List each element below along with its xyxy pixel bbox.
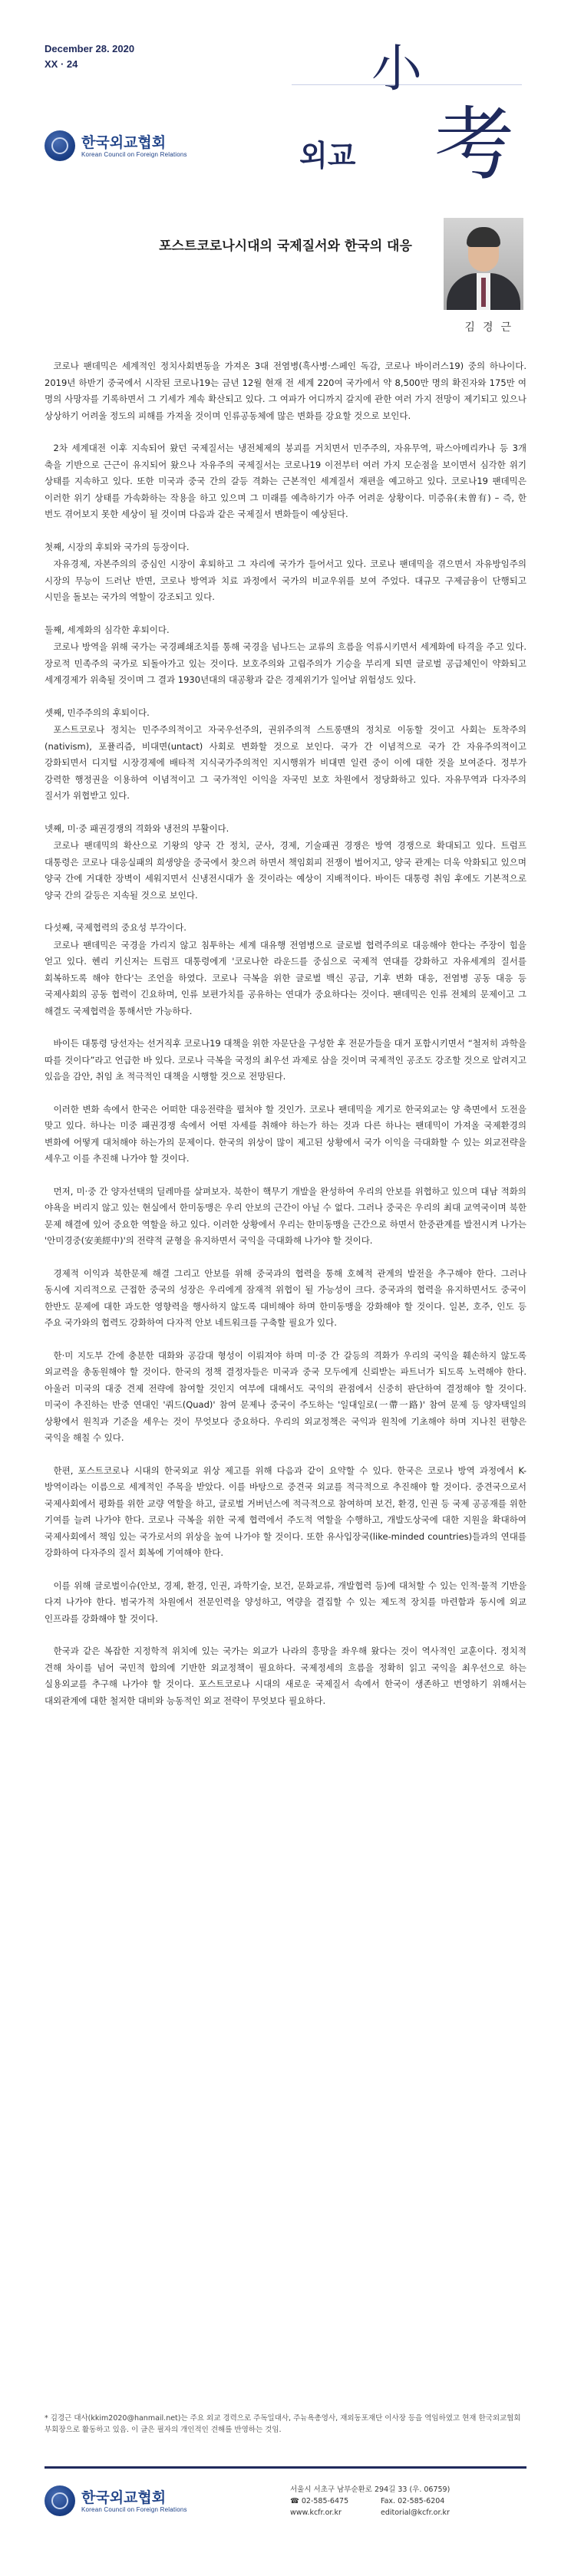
section-heading: 넷째, 미·중 패권경쟁의 격화와 냉전의 부활이다. [45, 822, 229, 834]
issue-number: XX · 24 [45, 58, 78, 70]
masthead-go: 考 [434, 97, 515, 191]
kcfr-logo-text [81, 134, 187, 158]
author-name: 김경근 [464, 321, 519, 334]
kcfr-name-en: Korean Council on Foreign Relations [81, 150, 187, 158]
section-block [45, 821, 526, 904]
body-paragraph: 이러한 변화 속에서 한국은 어떠한 대응전략을 펼쳐야 할 것인가. 코로나 팬데믹을 계기로 한국외교는 양 축면에서 도전을 맞고 있다. 하나는 미중 패권경쟁 속에서 어떤 자세를 취해야 하는가 하는 것과 다른 하나는 팬데믹이 가져올 국제환경의 변화에 어떻게 대처해야 하는가의 문제이다. 한국의 위상이 많이 제고된 상황에서 국가 이익을 극대화할 수 있는 외교전략을 세우고 이를 추진해 나가야 할 것이다. [45, 1103, 526, 1164]
section-paragraph: 코로나 팬데믹의 확산으로 기왕의 양국 간 정치, 군사, 경제, 기술패권 경쟁은 방역 경쟁으로 확대되고 있다. 트럼프 대통령은 코로나 대응실패의 희생양을 중국에서 찾으려 하면서 책임회피 전쟁이 벌어지고, 양국 관계는 더욱 악화되고 있으며 양국 간에 거대한 장벽이 세워지면서 신냉전시대가 올 것이라는 예상이 지배적이다. 바이든 대통령 취임 후에도 기본적으로 양국 간의 갈등은 지속될 것으로 보인다. [45, 840, 526, 901]
article-title: 포스트코로나시대의 국제질서와 한국의 대응 [159, 239, 412, 254]
contact-email[interactable]: editorial@kcfr.or.kr [381, 2508, 450, 2517]
body-paragraph: 한편, 포스트코로나 시대의 한국외교 위상 제고를 위해 다음과 같이 요약할 수 있다. 한국은 코로나 방역 과정에서 K-방역이라는 이름으로 세계적인 주목을 받았다. 이를 바탕으로 중견국 외교를 적극적으로 추진해야 할 것이다. 중견국으로서 국제사회에서 평화를 위한 교량 역할을 하고, 글로벌 거버넌스에 적극적으로 참여하며 보건, 환경, 인권 등 국제 공공재를 위한 기여를 늘려 나가야 한다. 코로나 극복을 위한 국제 협력에서 주도적 역할을 수행하고, 개발도상국에 대한 지원을 확대하여 국제사회에서 책임 있는 국가로서의 위상을 높여 나가야 할 것이다. 또한 유사입장국(like-minded countries)들과의 연대를 강화하여 다자주의 질서 회복에 기여해야 한다. [45, 1464, 526, 1558]
contact-fax: Fax. 02-585-6204 [381, 2497, 445, 2505]
publication-masthead [292, 23, 522, 191]
body-paragraph: 바이든 대통령 당선자는 선거직후 코로나19 대책을 위한 자문단을 구성한 후 전문가들을 대거 포함시키면서 “철저히 과학을 따를 것이다”라고 언급한 바 있다. 코로나 극복을 국정의 최우선 과제로 삼을 것이며 국제적인 공조도 강조할 것으로 알려지고 있음을 감안, 취임 초 적극적인 대책을 시행할 것으로 전망된다. [45, 1038, 526, 1082]
section-block [45, 920, 526, 1020]
section-paragraph: 코로나 팬데믹은 국경을 가리지 않고 침투하는 세계 대유행 전염병으로 글로벌 협력주의로 대응해야 한다는 주장이 힘을 얻고 있다. 헨리 키신저는 트럼프 대통령에게 '코로나한 라운드를 중심으로 국제적 연대를 강화하고 자유세계의 질서를 회복하도록 해야 한다'는 조언을 하였다. 코로나 극복을 위한 글로벌 백신 공급, 기후 변화 대응, 전염병 공동 대응 등 국제사회의 공동 협력이 긴요하며, 인류 보편가치를 공유하는 연대가 중요하다는 것이다. 팬데믹은 인류 전체의 문제이고 그 해결도 국제협력을 통해서만 가능하다. [45, 939, 526, 1016]
section-heading: 셋째, 민주주의의 후퇴이다. [45, 707, 150, 718]
contact-address: 서울시 서초구 남부순환로 294길 33 (우. 06759) [290, 2485, 451, 2494]
article-body [45, 358, 526, 1725]
section-heading: 둘째, 세계화의 심각한 후퇴이다. [45, 624, 170, 635]
contact-website[interactable]: www.kcfr.or.kr [290, 2508, 342, 2517]
contact-web-row [290, 2507, 450, 2518]
section-heading: 다섯째, 국제협력의 중요성 부각이다. [45, 922, 186, 933]
section-block [45, 622, 526, 689]
contact-info [290, 2484, 450, 2518]
kcfr-emblem-icon [45, 2485, 75, 2516]
section-block [45, 539, 526, 606]
kcfr-logo [45, 130, 187, 161]
contact-tel: ☎ 02-585-6475 [290, 2497, 349, 2505]
masthead-waegyo: 외교 [299, 139, 356, 173]
section-heading: 첫째, 시장의 후퇴와 국가의 등장이다. [45, 541, 190, 552]
body-paragraph: 이를 위해 글로벌이슈(안보, 경제, 환경, 인권, 과학기술, 보건, 문화교류, 개발협력 등)에 대처할 수 있는 인적·물적 기반을 다져 나가야 한다. 범국가적 차원에서 전문인력을 양성하고, 역량을 결집할 수 있는 제도적 장치를 마련함과 동시에 외교 인프라를 강화해야 할 것이다. [45, 1580, 526, 1624]
author-photo [444, 218, 523, 310]
body-paragraph: 한·미 지도부 간에 충분한 대화와 공감대 형성이 이뤄져야 하며 미·중 간 갈등의 격화가 우리의 국익을 훼손하지 않도록 외교력을 총동원해야 할 것이다. 한국의 정책 결정자들은 미국과 중국 모두에게 신뢰받는 파트너가 되도록 노력해야 한다. 아울러 미국의 대중 견제 전략에 참여할 것인지 여부에 대해서도 국익의 관점에서 신중히 판단하여 결정해야 할 것이다. 미국이 추진하는 반중 연대인 '쿼드(Quad)' 참여 문제나 중국이 주도하는 '일대일로(一帶一路)' 참여 문제 등 양자택일의 상황에서 원칙과 기준을 세우는 것이 무엇보다 중요하다. 우리의 외교정책은 국익과 원칙에 기초해야 하며 지나친 편향은 국익을 해칠 수 있다. [45, 1349, 526, 1443]
footer-name-ko: 한국외교협회 [81, 2489, 167, 2506]
body-paragraph: 한국과 같은 복잡한 지정학적 위치에 있는 국가는 외교가 나라의 흥망을 좌우해 왔다는 것이 역사적인 교훈이다. 정치적 견해 차이를 넘어 국민적 합의에 기반한 외교정책이 필요하다. 국제정세의 흐름을 정확히 읽고 국익을 최우선으로 하는 실용외교를 추구해 나가야 할 것이다. 포스트코로나 시대의 새로운 국제질서 속에서 한국이 생존하고 번영하기 위해서는 대외관계에 대한 철저한 대비와 능동적인 외교 전략이 무엇보다 필요하다. [45, 1645, 526, 1706]
section-paragraph: 포스트코로나 정치는 민주주의적이고 자국우선주의, 권위주의적 스트롱맨의 정치로 이동할 것이고 사회는 토착주의(nativism), 포퓰리즘, 비대면(untact) 사회로 변화할 것으로 보인다. 국가 간 이념적으로 국가 간 자유주의적이고 강화되면서 디지털 시장경제에 배타적 지식국가주의적인 지시행위가 비대면 일련 중이 이에 대한 것을 보여준다. 정부가 강력한 행정권을 이용하여 이념적이고 그 국가적인 이익을 자국민 보호 차원에서 정당화하고 있다. 자유무역과 다자주의 질서가 위협받고 있다. [45, 724, 526, 801]
body-paragraph: 경제적 이익과 북한문제 해결 그리고 안보를 위해 중국과의 협력을 통해 호혜적 관계의 발전을 추구해야 한다. 그러나 동시에 지리적으로 근접한 중국의 성장은 우리에게 잠재적 위협이 될 가능성이 크다. 중국과의 협력을 유지하면서도 중국이 한반도 문제에 대한 과도한 영향력을 행사하지 않도록 대비해야 하며 한미동맹을 강화해야 할 것이다. 일본, 호주, 인도 등 주요 국가와의 협력도 강화하여 다자적 안보 네트워크를 구축할 필요가 있다. [45, 1267, 526, 1328]
kcfr-name-ko: 한국외교협회 [81, 133, 167, 151]
intro-paragraph: 코로나 팬데믹은 세계적인 정치사회변동을 가져온 3대 전염병(흑사병·스페인 독감, 코로나 바이러스19) 중의 하나이다. 2019년 하반기 중국에서 시작된 코로나19는 금년 12월 현재 전 세계 220여 국가에서 약 8,500만 명의 확진자와 175만 여 명의 사망자를 기록하면서 그 기세가 계속 확산되고 있다. 그 여파가 어디까지 갈지에 관한 여러 가지 전망이 제기되고 있으나 상상하기 어려울 정도의 피해를 가져올 것이며 인류공동체에 많은 변화를 강요할 것으로 보인다. [45, 361, 526, 421]
footer-divider [45, 2466, 526, 2469]
body-paragraph: 먼저, 미·중 간 양자선택의 딜레마를 살펴보자. 북한이 핵무기 개발을 완성하여 우리의 안보를 위협하고 있으며 대남 적화의 야욕을 버리지 않고 있는 현실에서 한미동맹은 우리 안보의 근간이 아닐 수 없다. 그러나 중국은 우리의 최대 교역국이며 북한 문제 해결에 있어 중요한 역할을 하고 있다. 이러한 상황에서 우리는 한미동맹을 근간으로 하면서 한중관계를 발전시켜 나가는 '안미경중(安美經中)'의 전략적 균형을 유지하면서 국익을 극대화해 나가야 할 것이다. [45, 1185, 526, 1246]
kcfr-emblem-icon [45, 130, 75, 161]
contact-phone-row [290, 2495, 450, 2507]
section-paragraph: 자유경제, 자본주의의 중심인 시장이 후퇴하고 그 자리에 국가가 들어서고 있다. 코로나 팬데믹을 겪으면서 자유방임주의 시장의 무능이 드러난 반면, 코로나 방역과 치료 과정에서 국가의 비교우위를 보여 주었다. 대규모 구제금융이 단행되고 시민을 돌보는 국가의 역할이 강조되고 있다. [45, 558, 526, 602]
footer-name-en: Korean Council on Foreign Relations [81, 2505, 187, 2513]
section-block [45, 705, 526, 805]
issue-date: December 28. 2020 [45, 43, 135, 54]
section-paragraph: 코로나 방역을 위해 국가는 국경폐쇄조치를 통해 국경을 넘나드는 교류의 흐름을 억류시키면서 세계화에 타격을 주고 있다. 장로적 민족주의 국가로 되돌아가고 있는 것이다. 보호주의와 고립주의가 기승을 부리게 되면 글로벌 공급체인이 약화되고 세계경제가 위축될 것이며 그 결과 1930년대의 대공황과 같은 경제위기가 일어날 위험성도 있다. [45, 641, 526, 685]
footer-logo [45, 2485, 187, 2516]
footer-logo-text [81, 2489, 187, 2513]
masthead-so: 小 [371, 39, 422, 98]
author-footnote: * 김경근 대사(kkim2020@hanmail.net)는 주요 외교 경력으로 주독일대사, 주뉴욕총영사, 재외동포재단 이사장 등을 역임하였고 현재 한국외교협회 부회장으로 활동하고 있음. 이 글은 필자의 개인적인 견해를 반영하는 것임. [45, 2414, 521, 2434]
intro-paragraph: 2차 세계대전 이후 지속되어 왔던 국제질서는 냉전체제의 붕괴를 거치면서 민주주의, 자유무역, 팍스아메리카나 등 3개 축을 기반으로 근근이 유지되어 왔으나 자유주의 국제질서는 코로나19 이전부터 여러 가지 모순점을 보이면서 심각한 위기 상태를 지속하고 있다. 또한 미국과 중국 간의 갈등 격화는 근본적인 세계질서 재편을 예고하고 있다. 코로나19 팬데믹은 이러한 위기 상태를 가속화하는 작용을 하고 있으며 그 미래를 예측하기가 아주 어려운 상황이다. 미증유(未曾有) – 즉, 한 번도 겪어보지 못한 세상이 될 것이며 다음과 같은 국제질서 변화들이 예상된다. [45, 443, 526, 519]
